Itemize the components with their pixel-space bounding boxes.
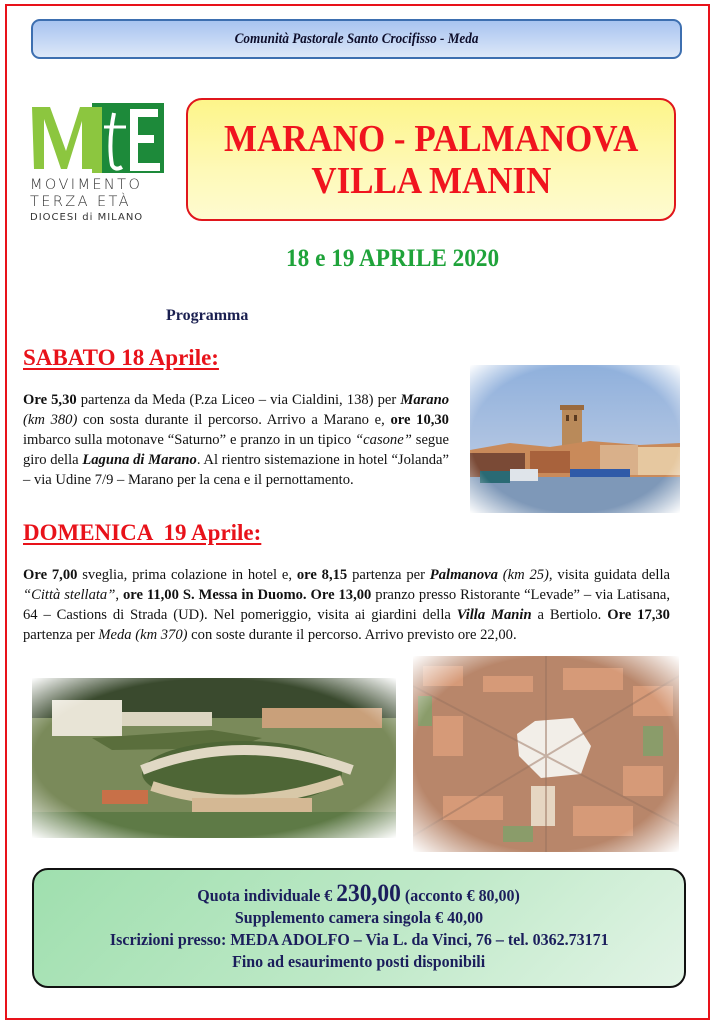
text-segment: partenza da Meda (P.za Liceo – via Cialdini, 138) per (76, 392, 401, 408)
text-segment: , (115, 587, 123, 603)
text-segment: “Città stellata” (23, 587, 116, 603)
palmanova-aerial-photo (413, 656, 679, 852)
community-name: Comunità Pastorale Santo Crocifisso - Meda (234, 30, 479, 47)
text-segment: partenza per (347, 567, 430, 583)
trip-title-line-1: MARANO - PALMANOVA (223, 117, 639, 160)
day-heading-sunday: DOMENICA 19 Aprile: (23, 520, 262, 545)
villa-manin-image (32, 678, 396, 838)
logo-movimento-terza-eta (30, 100, 170, 235)
text-segment: pranzo presso Ristorante “Levade” – via Latisana, 64 – Castions di Strada (UD). Nel pomeriggio, visita ai giardini della (23, 587, 670, 623)
marano-harbor-image (470, 365, 680, 513)
text-segment: Villa Manin (456, 607, 532, 623)
text-segment: “casone” (355, 432, 412, 448)
text-segment: imbarco sulla motonave “Saturno” e pranzo in un tipico (23, 432, 356, 448)
text-segment: Ore 5,30 (23, 392, 77, 408)
text-segment: ore 8,15 (296, 567, 348, 583)
trip-title-line-2: VILLA MANIN (311, 159, 551, 202)
marano-harbor-photo (470, 365, 680, 513)
program-label: Programma (166, 307, 249, 324)
text-segment: Meda (km 370) (98, 627, 188, 643)
text-segment: (km 25), (497, 567, 553, 583)
text-segment: ore 11,00 S. Messa in Duomo. Ore 13,00 (122, 587, 372, 603)
text-segment: con sosta durante il percorso. Arrivo a Marano e, (77, 412, 391, 428)
quota-deposit: (acconto € 80,00) (401, 886, 521, 905)
text-segment: segue giro della (23, 432, 449, 468)
quota-price: 230,00 (336, 880, 402, 907)
mte-logo-icon (30, 103, 165, 173)
text-segment: Laguna di Marano (82, 452, 197, 468)
quota-prefix: Quota individuale € (197, 886, 337, 905)
sunday-program-text (23, 565, 670, 645)
availability-note: Fino ad esaurimento posti disponibili (232, 952, 486, 971)
text-segment: Palmanova (429, 567, 498, 583)
villa-manin-aerial-photo (32, 678, 396, 838)
community-banner (31, 19, 682, 59)
text-segment: ore 10,30 (390, 412, 449, 428)
text-segment: Ore 7,00 (23, 567, 78, 583)
text-segment: a Bertiolo. (531, 607, 608, 623)
text-segment: partenza per (23, 627, 99, 643)
logo-line-2: TERZA ETÀ (30, 194, 131, 210)
trip-title-box (186, 98, 676, 221)
saturday-program-text (23, 390, 449, 490)
quota-line (197, 880, 521, 907)
logo-line-1: MOVIMENTO (30, 177, 143, 193)
text-segment: Ore 17,30 (607, 607, 670, 623)
registration-contact: Iscrizioni presso: MEDA ADOLFO – Via L. da Vinci, 76 – tel. 0362.73171 (109, 930, 609, 949)
text-segment: con soste durante il percorso. Arrivo previsto ore 22,00. (187, 627, 517, 643)
pricing-info-box (32, 868, 686, 988)
trip-dates-text: 18 e 19 APRILE 2020 (286, 245, 500, 272)
logo-line-3: DIOCESI di MILANO (30, 212, 144, 223)
text-segment: . Al rientro sistemazione in hotel “Jolanda” – via Udine 7/9 – Marano per la cena e il pernottamento. (23, 452, 449, 488)
text-segment: (km 380) (23, 412, 78, 428)
text-segment: sveglia, prima colazione in hotel e, (77, 567, 297, 583)
trip-dates (0, 245, 715, 273)
palmanova-image (413, 656, 679, 852)
text-segment: visita guidata della (552, 567, 670, 583)
day-heading-saturday: SABATO 18 Aprile: (23, 345, 219, 370)
single-room-supplement: Supplemento camera singola € 40,00 (234, 908, 484, 927)
text-segment: Marano (400, 392, 450, 408)
